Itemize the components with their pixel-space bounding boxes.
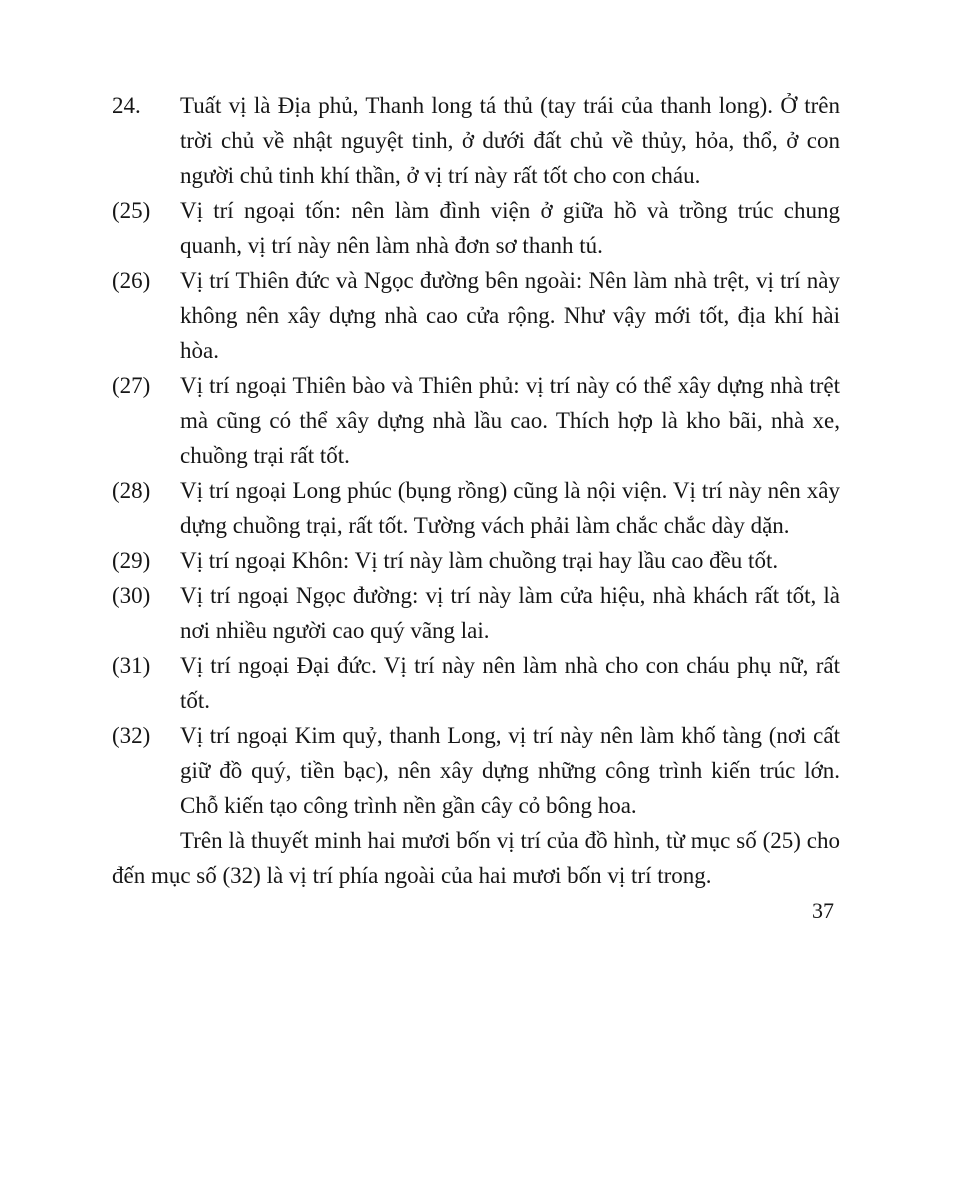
item-text: Vị trí ngoại Kim quỷ, thanh Long, vị trí này nên làm khố tàng (nơi cất giữ đồ quý, tiền bạc), nên xây dựng những công trình kiến trúc lớn. Chỗ kiến tạo công trình nền gần cây cỏ bông hoa. <box>180 723 840 818</box>
item-text: Vị trí ngoại Thiên bào và Thiên phủ: vị trí này có thể xây dựng nhà trệt mà cũng có thể xây dựng nhà lầu cao. Thích hợp là kho bãi, nhà xe, chuồng trại rất tốt. <box>180 373 840 468</box>
item-number: (26) <box>112 268 151 293</box>
item-number: 24. <box>112 93 141 118</box>
item-number: (25) <box>112 198 151 223</box>
list-item-28 <box>112 473 840 543</box>
item-text: Vị trí ngoại Ngọc đường: vị trí này làm cửa hiệu, nhà khách rất tốt, là nơi nhiều người cao quý vãng lai. <box>180 583 840 643</box>
item-text: Tuất vị là Địa phủ, Thanh long tá thủ (tay trái của thanh long). Ở trên trời chủ về nhật nguyệt tinh, ở dưới đất chủ về thủy, hỏa, thổ, ở con người chủ tinh khí thần, ở vị trí này rất tốt cho con cháu. <box>180 93 840 188</box>
item-text: Vị trí ngoại Đại đức. Vị trí này nên làm nhà cho con cháu phụ nữ, rất tốt. <box>180 653 840 713</box>
item-number: (27) <box>112 373 151 398</box>
item-text: Vị trí Thiên đức và Ngọc đường bên ngoài: Nên làm nhà trệt, vị trí này không nên xây dựng nhà cao cửa rộng. Như vậy mới tốt, địa khí hài hòa. <box>180 268 840 363</box>
item-number: (30) <box>112 583 151 608</box>
list-item-30 <box>112 578 840 648</box>
item-text: Vị trí ngoại tốn: nên làm đình viện ở giữa hồ và trồng trúc chung quanh, vị trí này nên làm nhà đơn sơ thanh tú. <box>180 198 840 258</box>
list-item-29 <box>112 543 840 578</box>
list-item-24 <box>112 88 840 193</box>
item-text: Vị trí ngoại Khôn: Vị trí này làm chuồng trại hay lầu cao đều tốt. <box>180 548 779 573</box>
closing-paragraph: Trên là thuyết minh hai mươi bốn vị trí của đồ hình, từ mục số (25) cho đến mục số (32) là vị trí phía ngoài của hai mươi bốn vị trí trong. <box>112 828 840 888</box>
page-number: 37 <box>812 898 834 923</box>
list-item-25 <box>112 193 840 263</box>
list-item-26 <box>112 263 840 368</box>
item-number: (31) <box>112 653 151 678</box>
item-number: (29) <box>112 548 151 573</box>
list-item-27 <box>112 368 840 473</box>
item-number: (28) <box>112 478 151 503</box>
item-number: (32) <box>112 723 151 748</box>
page-content <box>112 88 840 928</box>
list-item-32 <box>112 718 840 823</box>
list-item-31 <box>112 648 840 718</box>
item-text: Vị trí ngoại Long phúc (bụng rồng) cũng là nội viện. Vị trí này nên xây dựng chuồng trại, rất tốt. Tường vách phải làm chắc chắc dày dặn. <box>180 478 840 538</box>
